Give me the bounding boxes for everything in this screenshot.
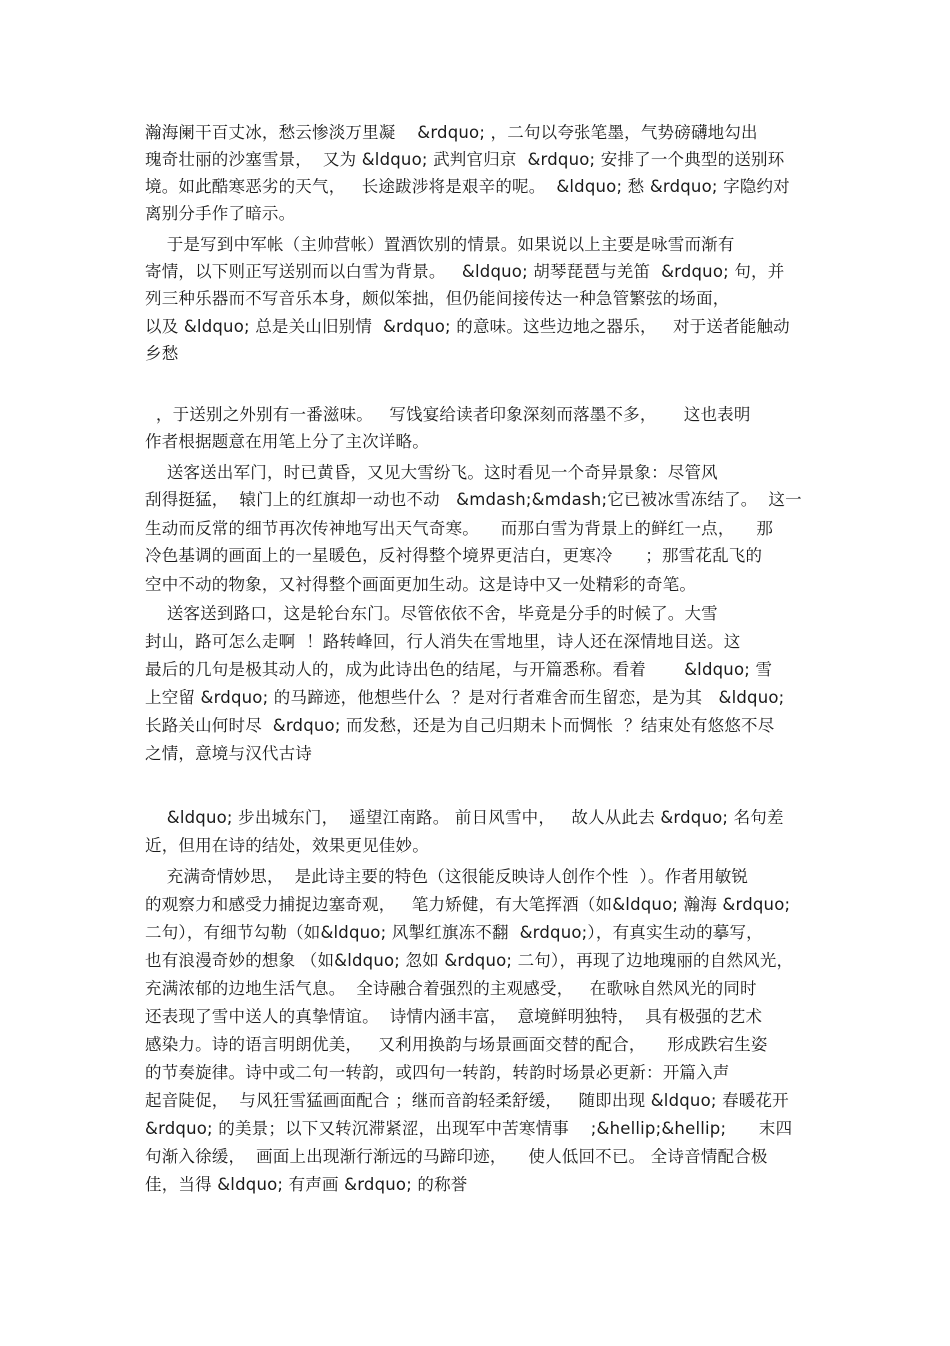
text-line: 之情，意境与汉代古诗 — [145, 744, 312, 763]
text-line: 的观察力和感受力捕捉边塞奇观， 笔力矫健，有大笔挥酒（如&ldquo; 瀚海 &rdquo; — [145, 895, 791, 914]
text-line: 感染力。诗的语言明朗优美， 又利用换韵与场景画面交替的配合， 形成跌宕生姿 — [145, 1035, 768, 1054]
text-line: 空中不动的物象，又衬得整个画面更加生动。这是诗中又一处精彩的奇笔。 — [145, 575, 697, 594]
text-line: 送客送到路口，这是轮台东门。尽管依依不舍，毕竟是分手的时候了。大雪 — [145, 604, 718, 623]
text-line: 刮得挺猛， 辕门上的红旗却一动也不动 &mdash;&mdash;它已被冰雪冻结了。 这一 — [145, 490, 802, 509]
text-line: 寄情，以下则正写送别而以白雪为背景。 &ldquo; 胡琴琵琶与羌笛 &rdquo; 句，并 — [145, 262, 785, 281]
text-line: 最后的几句是极其动人的，成为此诗出色的结尾，与开篇悉称。看着 &ldquo; 雪 — [145, 660, 773, 679]
text-line: 境。如此酷寒恶劣的天气， 长途跋涉将是艰辛的呢。 &ldquo; 愁 &rdquo; 字隐约对 — [145, 177, 790, 196]
text-line: 瑰奇壮丽的沙塞雪景， 又为 &ldquo; 武判官归京 &rdquo; 安排了一个典型的送别环 — [145, 150, 785, 169]
text-line: 充满奇情妙思， 是此诗主要的特色（这很能反映诗人创作个性 ）。作者用敏锐 — [145, 867, 749, 886]
text-line: 二句），有细节勾勒（如&ldquo; 风掣红旗冻不翻 &rdquo;），有真实生动的摹写， — [145, 923, 763, 942]
text-line: &ldquo; 步出城东门， 遥望江南路。 前日风雪中， 故人从此去 &rdquo; 名句差 — [145, 808, 784, 827]
text-line: 也有浪漫奇妙的想象 （如&ldquo; 忽如 &rdquo; 二句），再现了边地瑰丽的自然风光， — [145, 951, 794, 970]
text-line: 句渐入徐缓， 画面上出现渐行渐远的马蹄印迹， 使人低回不已。 全诗音情配合极 — [145, 1147, 768, 1166]
text-line: ，于送别之外别有一番滋味。 写饯宴给读者印象深刻而落墨不多， 这也表明 — [145, 405, 751, 424]
text-line: 于是写到中军帐（主帅营帐）置酒饮别的情景。如果说以上主要是咏雪而渐有 — [145, 235, 735, 254]
text-line: 起音陡促， 与风狂雪猛画面配合 ；继而音韵轻柔舒缓， 随即出现 &ldquo; 春暖花开 — [145, 1091, 789, 1110]
text-line: 冷色基调的画面上的一星暖色，反衬得整个境界更洁白，更寒冷 ；那雪花乱飞的 — [145, 546, 763, 565]
text-line: 送客送出军门，时已黄昏，又见大雪纷飞。这时看见一个奇异景象：尽管风 — [145, 463, 718, 482]
text-line: 充满浓郁的边地生活气息。 全诗融合着强烈的主观感受， 在歌咏自然风光的同时 — [145, 979, 757, 998]
text-line: 的节奏旋律。诗中或二句一转韵，或四句一转韵，转韵时场景必更新：开篇入声 — [145, 1063, 730, 1082]
text-line: 佳，当得 &ldquo; 有声画 &rdquo; 的称誉 — [145, 1175, 468, 1194]
text-line: 封山，路可怎么走啊 ！路转峰回，行人消失在雪地里，诗人还在深情地目送。这 — [145, 632, 741, 651]
text-line: 近，但用在诗的结处，效果更见佳妙。 — [145, 836, 429, 855]
text-line: 上空留 &rdquo; 的马蹄迹，他想些什么 ？是对行者难舍而生留恋，是为其 &ldquo; — [145, 688, 785, 707]
text-line: &rdquo; 的美景；以下又转沉滞紧涩，出现军中苦寒情事 ;&hellip;&hellip; 末四 — [145, 1119, 793, 1138]
text-line: 瀚海阑干百丈冰，愁云惨淡万里凝 &rdquo; ，二句以夸张笔墨，气势磅礴地勾出 — [145, 123, 758, 142]
text-line: 离别分手作了暗示。 — [145, 204, 296, 223]
text-line: 生动而反常的细节再次传神地写出天气奇寒。 而那白雪为背景上的鲜红一点， 那 — [145, 519, 774, 538]
text-line: 乡愁 — [145, 344, 179, 363]
text-line: 长路关山何时尽 &rdquo; 而发愁，还是为自己归期未卜而惆怅 ？结束处有悠悠不尽 — [145, 716, 775, 735]
text-line: 以及 &ldquo; 总是关山旧别情 &rdquo; 的意味。这些边地之器乐， 对于送者能触动 — [145, 317, 790, 336]
text-line: 作者根据题意在用笔上分了主次详略。 — [145, 432, 429, 451]
text-line: 还表现了雪中送人的真挚情谊。 诗情内涵丰富， 意境鲜明独特， 具有极强的艺术 — [145, 1007, 763, 1026]
text-line: 列三种乐器而不写音乐本身，颇似笨拙，但仍能间接传达一种急管繁弦的场面， — [145, 289, 730, 308]
